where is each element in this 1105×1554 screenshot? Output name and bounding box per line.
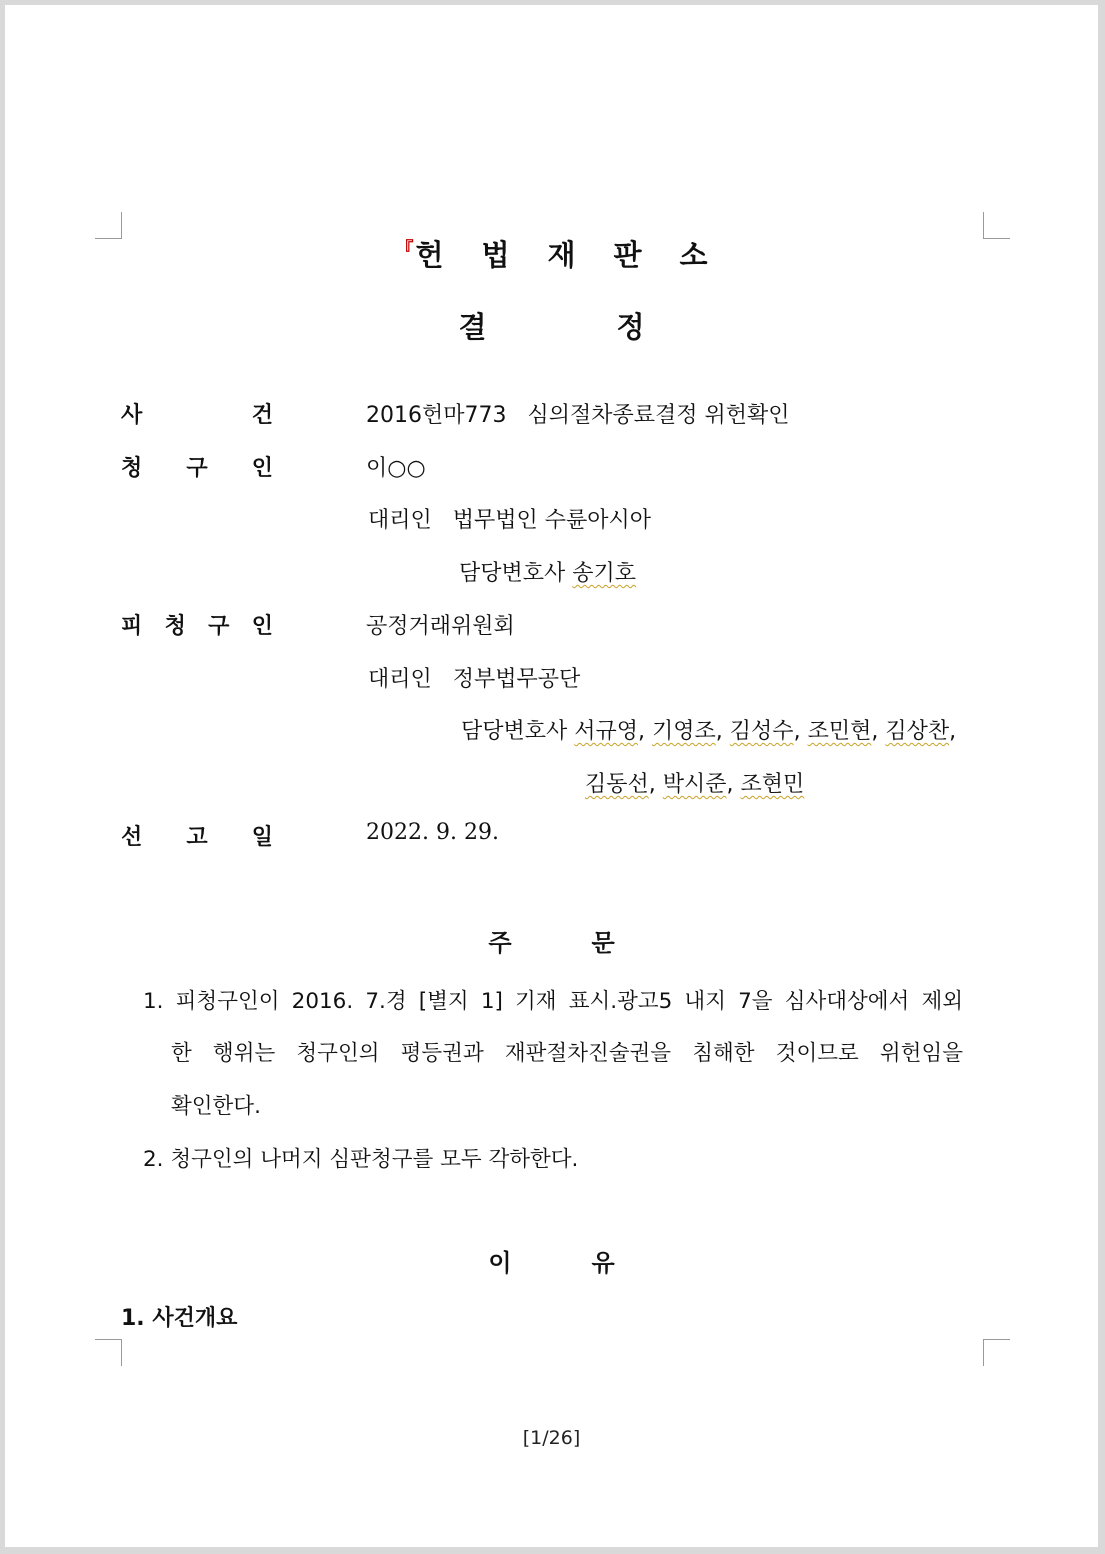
document-page xyxy=(5,5,1098,1547)
case-number: 2016헌마773 xyxy=(366,403,507,428)
margin-corner-bottom-right xyxy=(983,1339,1010,1366)
respondent-lawyers-line1: 담당변호사 서규영, 기영조, 김성수, 조민현, 김상찬, xyxy=(461,719,957,744)
holding-item-1-line-1: 1. 피청구인이 2016. 7.경 [별지 1] 기재 표시.광고5 내지 7을 심사대상에서 제외 xyxy=(143,989,963,1014)
respondent-lawyers-line2: 김동선, 박시준, 조현민 xyxy=(585,772,805,797)
respondent-name: 공정거래위원회 xyxy=(366,614,515,639)
holding-item-1-line-3: 확인한다. xyxy=(171,1094,261,1119)
claimant-name: 이○○ xyxy=(366,456,426,481)
case-value xyxy=(366,398,790,429)
document-type: 결정 xyxy=(458,310,775,344)
holding-item-2: 2. 청구인의 나머지 심판청구를 모두 각하한다. xyxy=(143,1147,579,1172)
section-1-title: 1. 사건개요 xyxy=(121,1306,238,1331)
decision-date-label: 선 고 일 xyxy=(121,825,273,850)
claimant-agent: 대리인 법무법인 수륜아시아 xyxy=(368,508,652,533)
decision-date-value: 2022. 9. 29. xyxy=(366,820,499,845)
claimant-label: 청 구 인 xyxy=(121,456,273,481)
holding-item-1-line-2: 한 행위는 청구인의 평등권과 재판절차진술권을 침해한 것이므로 위헌임을 xyxy=(171,1041,963,1066)
court-name: 헌법재판소 xyxy=(415,238,746,272)
case-title: 심의절차종료결정 위헌확인 xyxy=(527,403,790,428)
reasons-heading: 이유 xyxy=(488,1249,695,1277)
holding-heading: 주문 xyxy=(488,929,695,957)
court-title xyxy=(5,233,1098,274)
page-number: [1/26] xyxy=(522,1427,581,1449)
margin-corner-bottom-left xyxy=(95,1339,122,1366)
respondent-agent: 대리인 정부법무공단 xyxy=(368,667,581,692)
court-mark: 『 xyxy=(395,239,414,260)
case-label: 사 건 xyxy=(121,403,273,428)
claimant-lawyer: 담당변호사 송기호 xyxy=(459,561,637,586)
respondent-label: 피 청 구 인 xyxy=(121,614,273,639)
